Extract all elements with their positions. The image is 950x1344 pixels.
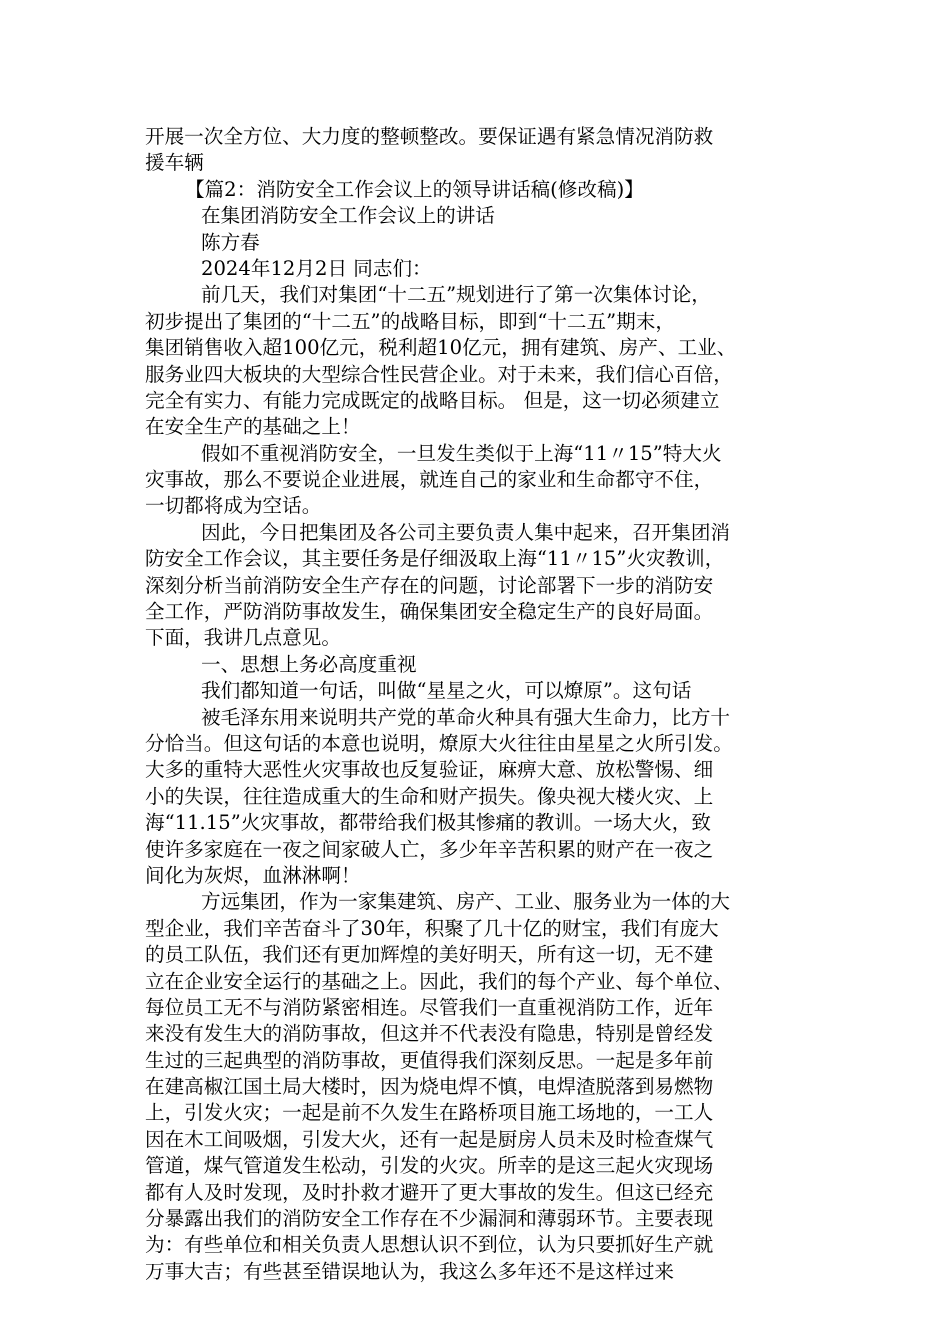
section-title: 【篇2：消防安全工作会议上的领导讲话稿(修改稿)】: [185, 177, 644, 201]
text-line: 每位员工无不与消防紧密相连。尽管我们一直重视消防工作，近年: [145, 995, 714, 1019]
text-line: 援车辆: [145, 151, 204, 175]
text-line: 全工作，严防消防事故发生，确保集团安全稳定生产的良好局面。: [145, 600, 714, 624]
text-line: 下面，我讲几点意见。: [145, 626, 341, 650]
text-line: 都有人及时发现，及时扑救才避开了更大事故的发生。但这已经充: [145, 1180, 714, 1204]
text-line: 被毛泽东用来说明共产党的革命火种具有强大生命力，比方十: [201, 705, 731, 729]
document-page: [145, 124, 825, 1285]
text-line: 小的失误，往往造成重大的生命和财产损失。像央视大楼火灾、上: [145, 784, 714, 808]
text-line: 假如不重视消防安全，一旦发生类似于上海“11〃15”特大火: [201, 441, 722, 465]
text-line: 防安全工作会议，其主要任务是仔细汲取上海“11〃15”火灾教训，: [145, 547, 725, 571]
text-line: 在建高椒江国土局大楼时，因为烧电焊不慎，电焊渣脱落到易燃物: [145, 1075, 714, 1099]
text-line: 我们都知道一句话，叫做“星星之火，可以燎原”。这句话: [201, 679, 692, 703]
text-line: 一、思想上务必高度重视: [201, 652, 417, 676]
text-line: 完全有实力、有能力完成既定的战略目标。 但是，这一切必须建立: [145, 388, 720, 412]
text-line: 在安全生产的基础之上！: [145, 415, 361, 439]
text-line: 一切都将成为空话。: [145, 494, 322, 518]
text-line: 集团销售收入超100亿元，税利超10亿元，拥有建筑、房产、工业、: [145, 336, 737, 360]
text-line: 来没有发生大的消防事故，但这并不代表没有隐患，特别是曾经发: [145, 1022, 714, 1046]
text-line: 的员工队伍，我们还有更加辉煌的美好明天，所有这一切，无不建: [145, 943, 714, 967]
text-line: 陈方春: [201, 230, 260, 254]
text-line: 海“11.15”火灾事故，都带给我们极其惨痛的教训。一场大火，致: [145, 811, 711, 835]
text-line: 型企业，我们辛苦奋斗了30年，积聚了几十亿的财宝，我们有庞大: [145, 916, 719, 940]
text-line: 分恰当。但这句话的本意也说明，燎原大火往往由星星之火所引发。: [145, 731, 733, 755]
text-line: 在集团消防安全工作会议上的讲话: [201, 204, 495, 228]
text-line: 为：有些单位和相关负责人思想认识不到位，认为只要抓好生产就: [145, 1233, 714, 1257]
text-line: 因此，今日把集团及各公司主要负责人集中起来，召开集团消: [201, 520, 731, 544]
text-line: 前几天，我们对集团“十二五”规划进行了第一次集体讨论，: [201, 283, 711, 307]
text-line: 万事大吉；有些甚至错误地认为，我这么多年还不是这样过来: [145, 1259, 675, 1283]
text-line: 灾事故，那么不要说企业进展，就连自己的家业和生命都守不住，: [145, 468, 714, 492]
text-line: 使许多家庭在一夜之间家破人亡，多少年辛苦积累的财产在一夜之: [145, 837, 714, 861]
text-line: 服务业四大板块的大型综合性民营企业。对于未来，我们信心百倍，: [145, 362, 733, 386]
text-line: 分暴露出我们的消防安全工作存在不少漏洞和薄弱环节。主要表现: [145, 1207, 714, 1231]
text-line: 上，引发火灾；一起是前不久发生在路桥项目施工场地的，一工人: [145, 1101, 714, 1125]
text-line: 因在木工间吸烟，引发大火，还有一起是厨房人员未及时检查煤气: [145, 1127, 714, 1151]
text-line: 2024年12月2日 同志们：: [201, 256, 432, 280]
text-line: 立在企业安全运行的基础之上。因此，我们的每个产业、每个单位、: [145, 969, 733, 993]
text-line: 深刻分析当前消防安全生产存在的问题，讨论部署下一步的消防安: [145, 573, 714, 597]
text-line: 方远集团，作为一家集建筑、房产、工业、服务业为一体的大: [201, 890, 731, 914]
text-line: 生过的三起典型的消防事故，更值得我们深刻反思。一起是多年前: [145, 1048, 714, 1072]
text-line: 开展一次全方位、大力度的整顿整改。要保证遇有紧急情况消防救: [145, 125, 714, 148]
text-line: 初步提出了集团的“十二五”的战略目标，即到“十二五”期末，: [145, 309, 675, 333]
text-line: 大多的重特大恶性火灾事故也反复验证，麻痹大意、放松警惕、细: [145, 758, 714, 782]
text-line: 管道，煤气管道发生松动，引发的火灾。所幸的是这三起火灾现场: [145, 1154, 714, 1178]
text-line: 间化为灰烬，血淋淋啊！: [145, 863, 361, 887]
